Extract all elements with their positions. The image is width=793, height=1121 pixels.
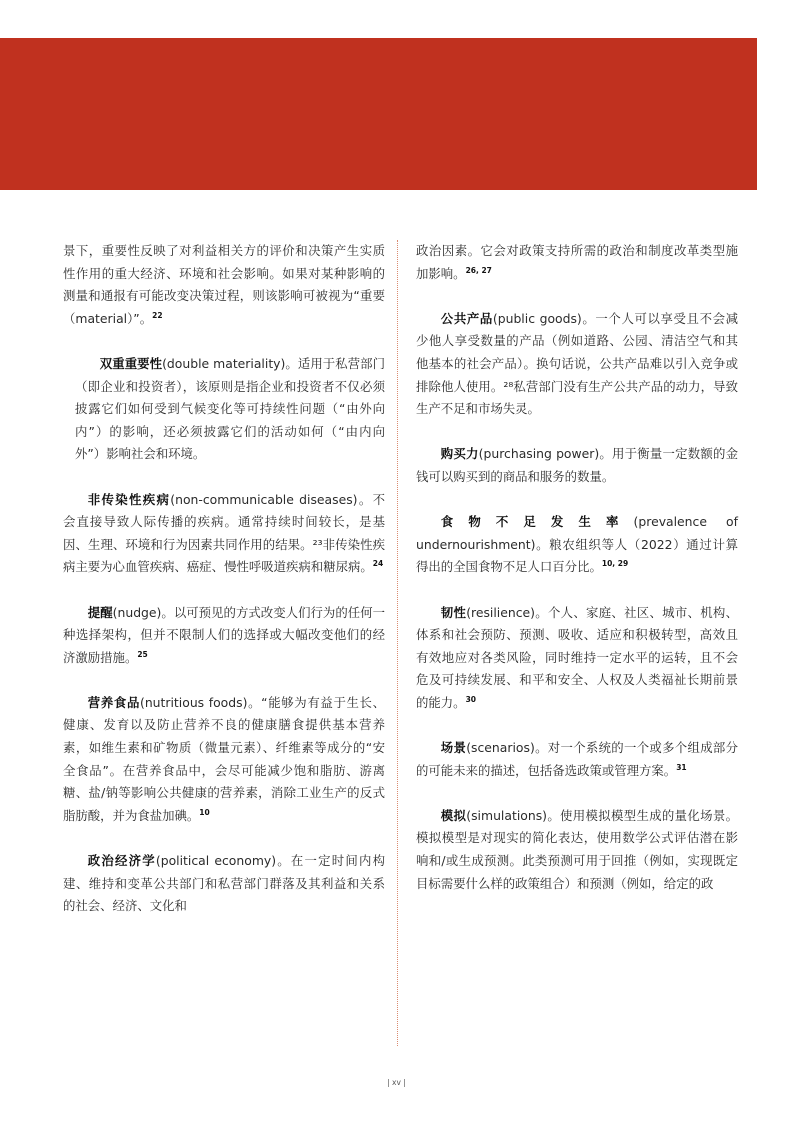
footnote-ref[interactable]: 24 (372, 559, 384, 569)
glossary-desc: (resilience)。个人、家庭、社区、城市、机构、体系和社会预防、预测、吸收、适应和积极转型，高效且有效地应对各类风险，同时维持一定水平的运转，且不会危及可持续发展、和平和安全、人权及人类福祉长期前景的能力。 (416, 604, 739, 710)
glossary-entry-simulations (416, 805, 738, 895)
page-number: | xv | (387, 1078, 406, 1087)
glossary-entry-purchasing-power (416, 443, 738, 488)
footnote-ref[interactable]: 10, 29 (601, 559, 629, 569)
glossary-entry-resilience (416, 602, 738, 715)
glossary-entry-political-economy (63, 850, 385, 918)
glossary-entry-public-goods (416, 308, 738, 421)
glossary-desc: (non-communicable diseases)。不会直接导致人际传播的疾病。通常持续时间较长，是基因、生理、环境和行为因素共同作用的结果。²³非传染性疾病主要为心血管疾病、癌症、慢性呼吸道疾病和糖尿病。 (63, 491, 386, 575)
glossary-desc: (nutritious foods)。“能够为有益于生长、健康、发育以及防止营养不良的健康膳食提供基本营养素，如维生素和矿物质（微量元素）、纤维素等成分的“安全食品”。在营养食品中，会尽可能减少饱和脂肪、游离糖、盐/钠等影响公共健康的营养素，消除工业生产的反式脂肪酸，并为食盐加碘。 (63, 694, 385, 823)
glossary-entry-ncd (63, 489, 385, 579)
footnote-ref[interactable]: 10 (199, 807, 210, 817)
glossary-term: 食物不足发生率 (440, 514, 634, 530)
glossary-term: 提醒 (87, 604, 113, 620)
glossary-term: 韧性 (440, 604, 467, 620)
glossary-term: 模拟 (440, 807, 467, 823)
glossary-desc: (double materiality)。适用于私营部门（即企业和投资者），该原则是指企业和投资者不仅必须披露它们如何受到气候变化等可持续性问题（“由外向内”）的影响，还必须披露它们的活动如何（“由内向外”）影响社会和环境。 (75, 355, 386, 462)
glossary-term: 非传染性疾病 (87, 491, 171, 507)
glossary-term: 场景 (440, 740, 467, 756)
continuation-paragraph: 景下，重要性反映了对利益相关方的评价和决策产生实质性作用的重大经济、环境和社会影响。如果对某种影响的测量和通报有可能改变决策过程，则该影响可被视为“重要（material）”。$^{22}$ (63, 243, 385, 326)
footnote-ref[interactable]: 22 (152, 310, 163, 320)
glossary-term: 政治经济学 (87, 853, 156, 869)
glossary-desc: (scenarios)。对一个系统的一个或多个组成部分的可能未来的描述，包括备选政策或管理方案。 (416, 740, 739, 778)
glossary-entry-nudge (63, 602, 385, 670)
column-divider (397, 240, 398, 1046)
glossary-desc: (political economy)。在一定时间内构建、维持和变革公共部门和私营部门群落及其利益和关系的社会、经济、文化和 (63, 853, 385, 914)
footnote-ref[interactable]: 25 (137, 649, 148, 659)
glossary-term: 公共产品 (440, 310, 493, 326)
footnote-ref[interactable]: 31 (676, 762, 687, 772)
glossary-desc: (public goods)。一个人可以享受且不会减少他人享受数量的产品（例如道路、公园、清洁空气和其他基本的社会产品）。换句话说，公共产品难以引入竞争或排除他人使用。²⁸私营部门没有生产公共产品的动力，导致生产不足和市场失灵。 (416, 310, 738, 417)
glossary-entry-scenarios (416, 737, 738, 782)
right-column (416, 240, 738, 918)
left-column (63, 240, 385, 940)
footnote-ref[interactable]: 30 (465, 694, 476, 704)
continuation-paragraph: 政治因素。它会对政策支持所需的政治和制度改革类型施加影响。$^{26, 27}$ (416, 243, 738, 281)
glossary-desc: (simulations)。使用模拟模型生成的量化场景。模拟模型是对现实的简化表达，使用数学公式评估潜在影响和/或生成预测。此类预测可用于回推（例如，实现既定目标需要什么样的政策组合）和预测（例如，给定的政 (416, 807, 738, 891)
glossary-desc: (prevalence of undernourishment)。粮农组织等人（2022）通过计算得出的全国食物不足人口百分比。 (416, 514, 738, 575)
footnote-ref[interactable]: 26, 27 (465, 265, 492, 275)
glossary-term: 营养食品 (87, 694, 140, 710)
glossary-desc: (nudge)。以可预见的方式改变人们行为的任何一种选择架构，但并不限制人们的选择或大幅改变他们的经济激励措施。 (63, 604, 386, 665)
header-banner (0, 38, 757, 190)
glossary-term: 购买力 (440, 446, 479, 462)
glossary-entry-double-materiality (63, 353, 385, 466)
glossary-entry-nutritious-foods (63, 692, 385, 828)
glossary-entry-prevalence-undernourishment (416, 511, 738, 579)
glossary-term: 双重重要性 (99, 355, 163, 371)
glossary-desc: (purchasing power)。用于衡量一定数额的金钱可以购买到的商品和服务的数量。 (416, 446, 738, 484)
